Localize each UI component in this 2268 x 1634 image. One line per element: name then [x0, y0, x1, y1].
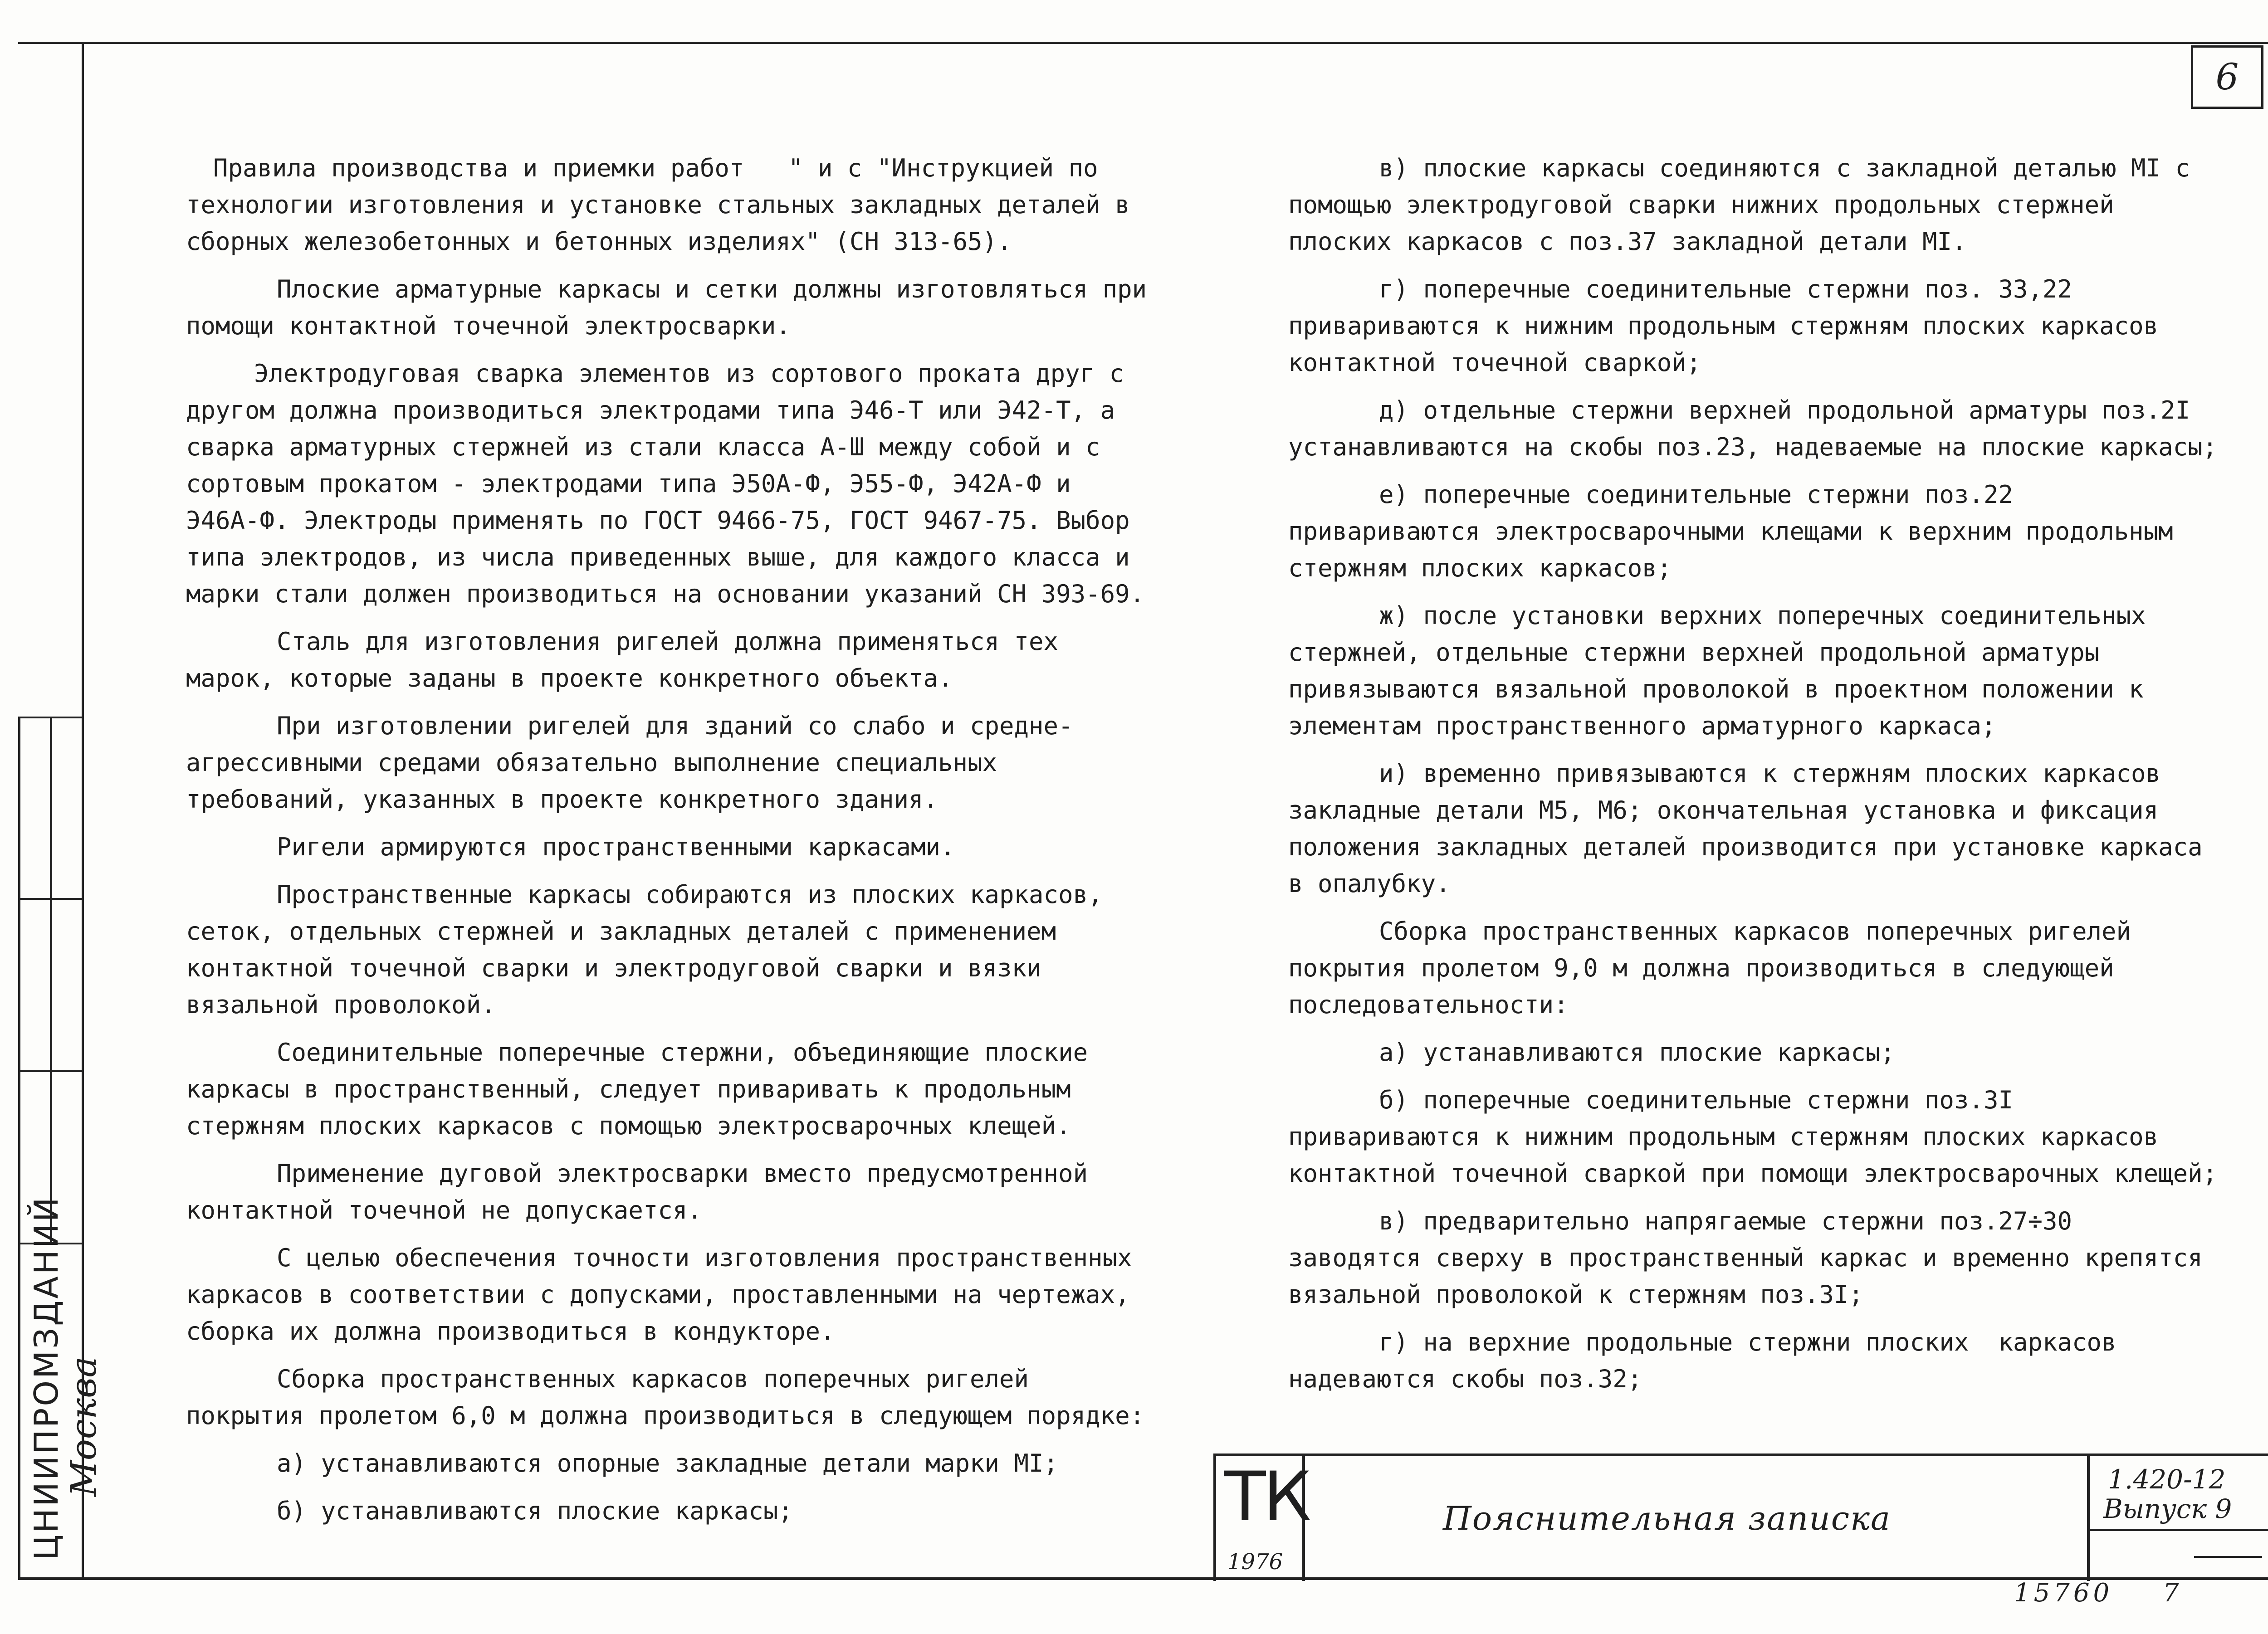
code-box	[2087, 1456, 2268, 1581]
paragraph: С целью обеспечения точности изготовления пространственных каркасов в соответствии с допусками, проставленными на чертежах, сборка их должна производиться в кондукторе.	[186, 1244, 1147, 1346]
list-item: г) поперечные соединительные стержни поз. 33,22 привариваются к нижним продольным стержням плоских каркасов контактной точечной сваркой;	[1288, 275, 2173, 377]
paragraph: Пространственные каркасы собираются из плоских каркасов, сеток, отдельных стержней и закладных деталей с применением контактной точечной сварки и электродуговой сварки и вязки вязальной проволокой.	[186, 880, 1118, 1019]
title-block	[1213, 1454, 2268, 1581]
list-item: д) отдельные стержни верхней продольной арматуры поз.2I устанавливаются на скобы поз.23, надеваемые на плоские каркасы;	[1288, 396, 2218, 461]
paragraph: Применение дуговой электросварки вместо предусмотренной контактной точечной не допускается.	[186, 1159, 1103, 1224]
issue-number: Выпуск 9	[2103, 1493, 2232, 1524]
tk-box	[1216, 1456, 1309, 1581]
tk-mark: ТК	[1224, 1458, 1309, 1536]
paragraph: Соединительные поперечные стержни, объединяющие плоские каркасы в пространственный, следует приваривать к продольным стержням плоских каркасов с помощью электросварочных клещей.	[186, 1038, 1103, 1140]
frame-top	[18, 42, 2268, 44]
list-item: б) поперечные соединительные стержни поз.3I привариваются к нижним продольным стержням плоских каркасов контактной точечной сваркой при помощи электросварочных клещей;	[1288, 1086, 2218, 1188]
list-item: б) устанавливаются плоские каркасы;	[277, 1497, 793, 1525]
sheet-number-suffix: 7	[2163, 1578, 2183, 1608]
series-code: 1.420-12	[2108, 1464, 2226, 1495]
paragraph: Сборка пространственных каркасов поперечных ригелей покрытия пролетом 6,0 м должна производиться в следующем порядке:	[186, 1365, 1145, 1430]
paragraph: Электродуговая сварка элементов из сортового проката друг с другом должна производиться электродами типа Э46-Т или Э42-Т, а сварка арматурных стержней из стали класса А-Ш между собой и с сортовым прокатом - электродами типа Э50А-Ф, Э55-Ф, Э42А-Ф и Э46А-Ф. Электроды применять по ГОСТ 9466-75, ГОСТ 9467-75. Выбор типа электродов, из числа приведенных выше, для каждого класса и марки стали должен производиться на основании указаний СН 393-69.	[186, 359, 1145, 608]
paragraph: Ригели армируются пространственными каркасами.	[277, 833, 955, 861]
list-item: а) устанавливаются плоские каркасы;	[1379, 1038, 1895, 1067]
list-item: г) на верхние продольные стержни плоских каркасов надеваются скобы поз.32;	[1288, 1328, 2131, 1393]
right-column	[1288, 150, 2218, 1408]
list-item: и) временно привязываются к стержням плоских каркасов закладные детали М5, М6; окончательная установка и фиксация положения закладных деталей производится при установке каркаса в опалубку.	[1288, 759, 2218, 898]
left-column	[186, 150, 1162, 1540]
side-org-name: ЦНИИПРОМЗДАНИЙ	[27, 1195, 65, 1560]
paragraph: Сборка пространственных каркасов поперечных ригелей покрытия пролетом 9,0 м должна производиться в следующей последовательности:	[1288, 917, 2146, 1019]
list-item: а) устанавливаются опорные закладные детали марки МI;	[277, 1449, 1059, 1478]
list-item: ж) после установки верхних поперечных соединительных стержней, отдельные стержни верхней продольной арматуры привязываются вязальной проволокой в проектном положении к элементам пространственного арматурного каркаса;	[1288, 601, 2161, 740]
paragraph: Плоские арматурные каркасы и сетки должны изготовляться при помощи контактной точечной электросварки.	[186, 275, 1162, 340]
document-title: Пояснительная записка	[1443, 1499, 1891, 1537]
page-number: 6	[2191, 45, 2263, 109]
sheet-number	[2014, 1578, 2183, 1608]
side-city: Москва	[64, 1356, 104, 1497]
list-item: е) поперечные соединительные стержни поз.22 привариваются электросварочными клещами к верхним продольным стержням плоских каркасов;	[1288, 480, 2188, 582]
frame-left	[82, 42, 84, 1579]
list-item: в) предварительно напрягаемые стержни поз.27÷30 заводятся сверху в пространственный каркас и временно крепятся вязальной проволокой к стержням поз.3I;	[1288, 1207, 2218, 1309]
paragraph: При изготовлении ригелей для зданий со слабо и средне-агрессивными средами обязательно выполнение специальных требований, указанных в проекте конкретного здания.	[186, 712, 1073, 814]
paragraph: Сталь для изготовления ригелей должна применяться тех марок, которые заданы в проекте конкретного объекта.	[186, 627, 1073, 693]
paragraph: Правила производства и приемки работ " и с "Инструкцией по технологии изготовления и установке стальных закладных деталей в сборных железобетонных и бетонных изделиях" (СН 313-65).	[186, 154, 1145, 256]
sheet-number-main: 15760	[2014, 1578, 2113, 1608]
year: 1976	[1227, 1549, 1283, 1575]
list-item: в) плоские каркасы соединяются с закладной деталью МI с помощью электродуговой сварки нижних продольных стержней плоских каркасов с поз.37 закладной детали МI.	[1288, 154, 2205, 256]
